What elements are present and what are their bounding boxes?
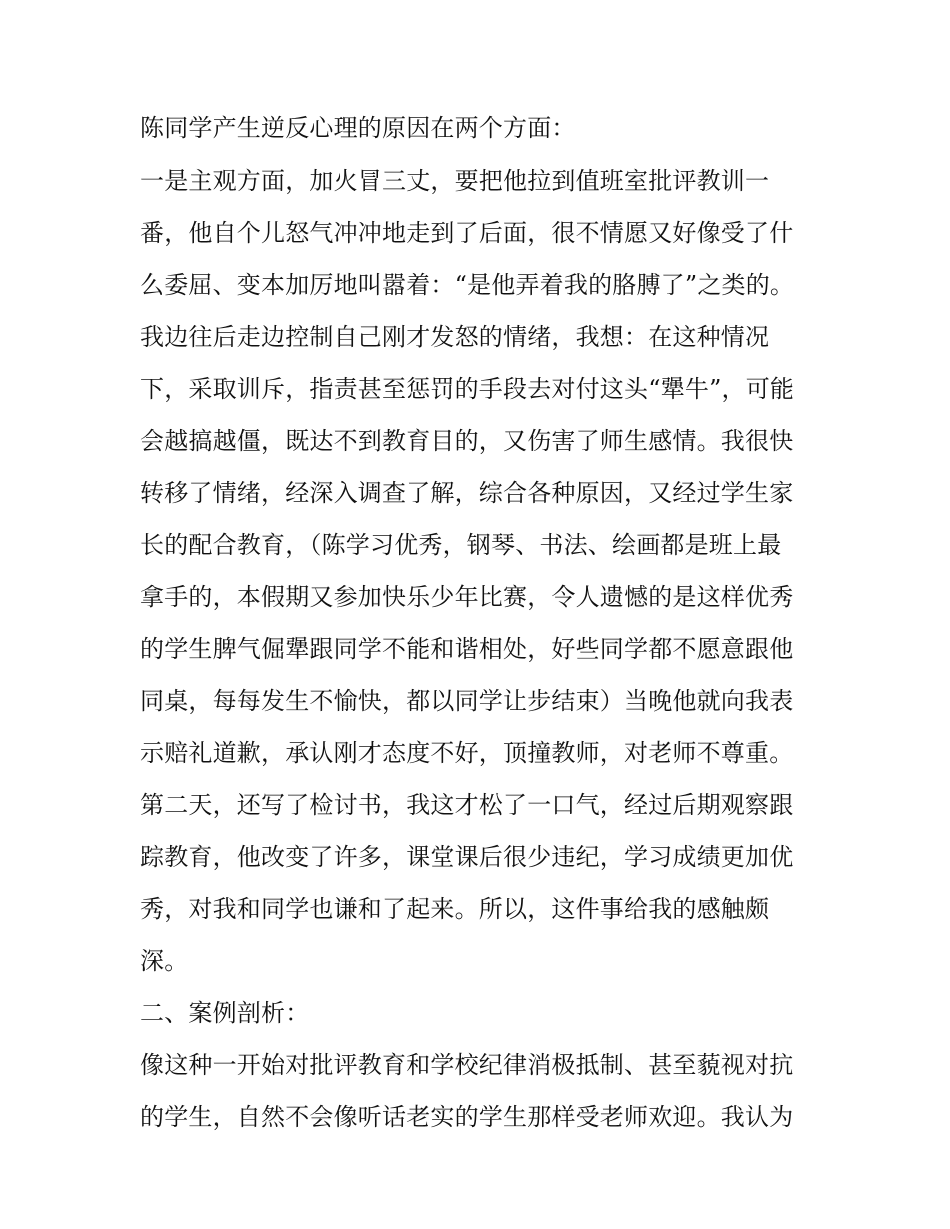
text-line: 么委屈、变本加厉地叫嚣着：“是他弄着我的胳膊了”之类的。 — [140, 271, 795, 299]
text-line: 第二天，还写了检讨书，我这才松了一口气，经过后期观察跟 — [140, 791, 794, 819]
text-line: 番，他自个儿怒气冲冲地走到了后面，很不情愿又好像受了什 — [140, 219, 794, 247]
text-line: 长的配合教育，（陈学习优秀，钢琴、书法、绘画都是班上最 — [140, 531, 782, 559]
text-line: 会越搞越僵，既达不到教育目的，又伤害了师生感情。我很快 — [140, 427, 794, 455]
text-line: 下，采取训斥，指责甚至惩罚的手段去对付这头“犟牛”，可能 — [140, 375, 795, 403]
text-line: 的学生，自然不会像听话老实的学生那样受老师欢迎。我认为 — [140, 1103, 794, 1131]
text-line: 拿手的，本假期又参加快乐少年比赛，令人遗憾的是这样优秀 — [140, 583, 794, 611]
text-line: 陈同学产生逆反心理的原因在两个方面： — [140, 114, 576, 142]
text-line: 的学生脾气倔犟跟同学不能和谐相处，好些同学都不愿意跟他 — [140, 635, 794, 663]
text-line: 秀，对我和同学也谦和了起来。所以，这件事给我的感触颇 — [140, 895, 770, 923]
text-line: 我边往后走边控制自己刚才发怒的情绪，我想：在这种情况 — [140, 323, 770, 351]
text-line: 一是主观方面，加火冒三丈，要把他拉到值班室批评教训一 — [140, 167, 770, 195]
text-line: 同桌，每每发生不愉快，都以同学让步结束）当晚他就向我表 — [140, 687, 794, 715]
text-line: 深。 — [140, 947, 189, 975]
text-line: 示赔礼道歉，承认刚才态度不好，顶撞教师，对老师不尊重。 — [140, 739, 794, 767]
section-heading: 二、案例剖析： — [140, 999, 310, 1027]
text-line: 像这种一开始对批评教育和学校纪律消极抵制、甚至藐视对抗 — [140, 1051, 794, 1079]
text-line: 转移了情绪，经深入调查了解，综合各种原因，又经过学生家 — [140, 479, 794, 507]
text-line: 踪教育，他改变了许多，课堂课后很少违纪，学习成绩更加优 — [140, 843, 794, 871]
